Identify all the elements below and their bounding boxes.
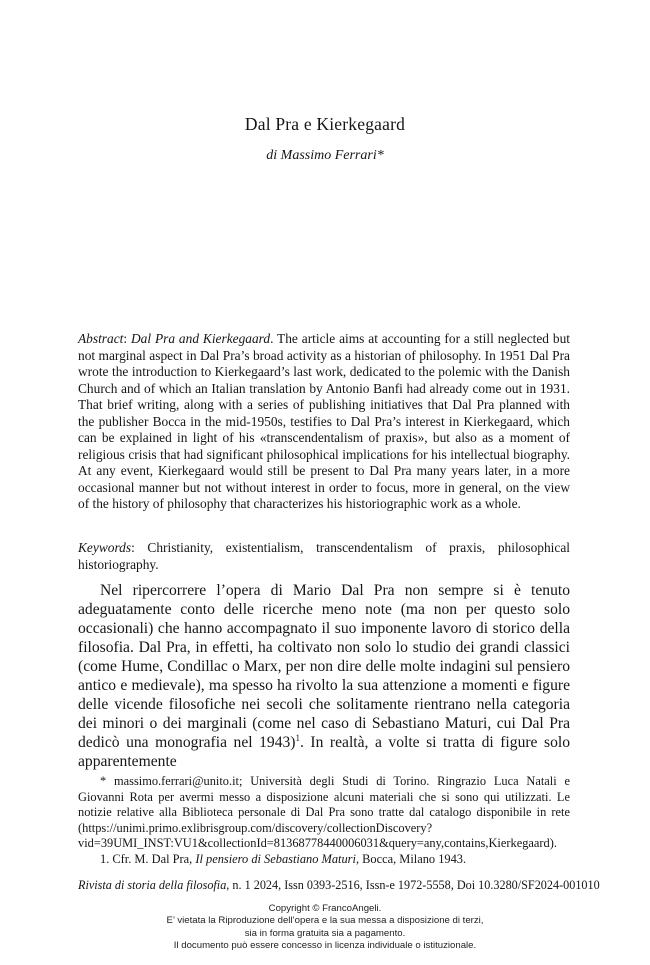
copyright-notice <box>0 903 650 953</box>
article-author: di Massimo Ferrari* <box>266 148 384 163</box>
footnote-1 <box>78 852 570 868</box>
footnote-1-prefix: 1. Cfr. M. Dal Pra, <box>100 851 196 866</box>
body-paragraph-continuation: . In realtà, a volte si tratta di figure solo apparentemente <box>78 734 570 770</box>
body-paragraph <box>78 581 570 771</box>
body-paragraph-text: Nel ripercorrere l’opera di Mario Dal Pra non sempre si è tenuto adeguatamente conto delle ricerche meno note (ma non per questo solo occasionali) che hanno accompagnato il suo imponente lavoro di storico della filosofia. Dal Pra, in effetti, ha coltivato non solo lo studio dei grandi classici (come Hume, Condillac o Marx, per non dire delle molte indagini sul pensiero antico e medievale), ma spesso ha rivolto la sua attenzione a momenti e figure delle vicende filosofiche nei secoli che solitamente rientrano nella categoria dei minori o dei marginali (come nel caso di Sebastiano Maturi, cui Dal Pra dedicò una monografia nel 1943) <box>78 582 570 751</box>
footnote-ref[interactable]: 1 <box>295 732 300 743</box>
footnote-1-suffix: , Bocca, Milano 1943. <box>355 851 467 866</box>
copyright-line-3: sia in forma gratuita sia a pagamento. <box>244 927 406 939</box>
journal-citation <box>78 878 600 893</box>
abstract-label: Abstract <box>78 331 124 346</box>
footnote-1-title: Il pensiero di Sebastiano Maturi <box>195 851 356 866</box>
keywords <box>78 540 570 573</box>
abstract-text: . The article aims at accounting for a still neglected but not marginal aspect in Dal Pra’s broad activity as a historian of philosophy. In 1951 Dal Pra wrote the introduction to Kierkegaard’s last work, dedicated to the polemic with the Danish Church and of which an Italian translation by Antonio Banfi had already come out in 1931. That brief writing, along with a series of publishing initiatives that Dal Pra planned with the publisher Bocca in the mid-1950s, testifies to Dal Pra’s interest in Kierkegaard, which can be explained in light of his «transcendentalism of praxis», but also as a moment of religious crisis that had significant philosophical implications for his intellectual biography. At any event, Kierkegaard would still be present to Dal Pra many years later, in a more occasional manner but not without interest in order to focus, more in general, on the view of the history of philosophy that characterizes his historiographic work as a whole. <box>78 331 570 511</box>
copyright-line-1: Copyright © FrancoAngeli. <box>268 903 382 914</box>
keywords-text: : Christianity, existentialism, transcendentalism of praxis, philosophical historiography. <box>78 540 570 572</box>
abstract: Abstract: Dal Pra and Kierkegaard. The article aims at accounting for a still neglected but not marginal aspect in Dal Pra’s broad activity as a historian of philosophy. In 1951 Dal Pra wrote the introduction to Kierkegaard’s last work, dedicated to the polemic with the Danish Church and of which an Italian translation by Antonio Banfi had already come out in 1931. That brief writing, along with a series of publishing initiatives that Dal Pra planned with the publisher Bocca in the mid-1950s, testifies to Dal Pra’s interest in Kierkegaard, which can be explained in light of his «transcendentalism of praxis», but also as a moment of religious crisis that had significant philosophical implications for his intellectual biography. At any event, Kierkegaard would still be present to Dal Pra many years later, in a more occasional manner but not without interest in order to focus, more in general, on the view of the history of philosophy that characterizes his historiographic work as a whole. <box>78 331 570 511</box>
copyright-line-4: Il documento può essere concesso in licenza individuale o istituzionale. <box>173 940 477 952</box>
abstract-title: Dal Pra and Kierkegaard <box>131 331 271 346</box>
copyright-line-2: E’ vietata la Riproduzione dell’opera e la sua messa a disposizione di terzi, <box>166 915 484 927</box>
journal-details: , n. 1 2024, Issn 0393-2516, Issn-e 1972-5558, Doi 10.3280/SF2024-001010 <box>226 878 600 892</box>
journal-name: Rivista di storia della filosofia <box>78 878 227 892</box>
footnotes <box>78 774 570 868</box>
article-title: Dal Pra e Kierkegaard <box>244 114 406 134</box>
keywords-label: Keywords <box>78 540 132 555</box>
footnote-author: * massimo.ferrari@unito.it; Università degli Studi di Torino. Ringrazio Luca Natali e Giovanni Rota per avermi messo a disposizione alcuni materiali che si sono qui utilizzati. Le notizie relative alla Biblioteca personale di Dal Pra sono tratte dal catalogo disponibile in rete (https://unimi.primo.exlibrisgroup.com/discovery/collectionDiscovery?vid=39UMI_INST:VU1&collectionId=81368778440006031&query=any,contains,Kierkegaard). <box>78 774 570 851</box>
